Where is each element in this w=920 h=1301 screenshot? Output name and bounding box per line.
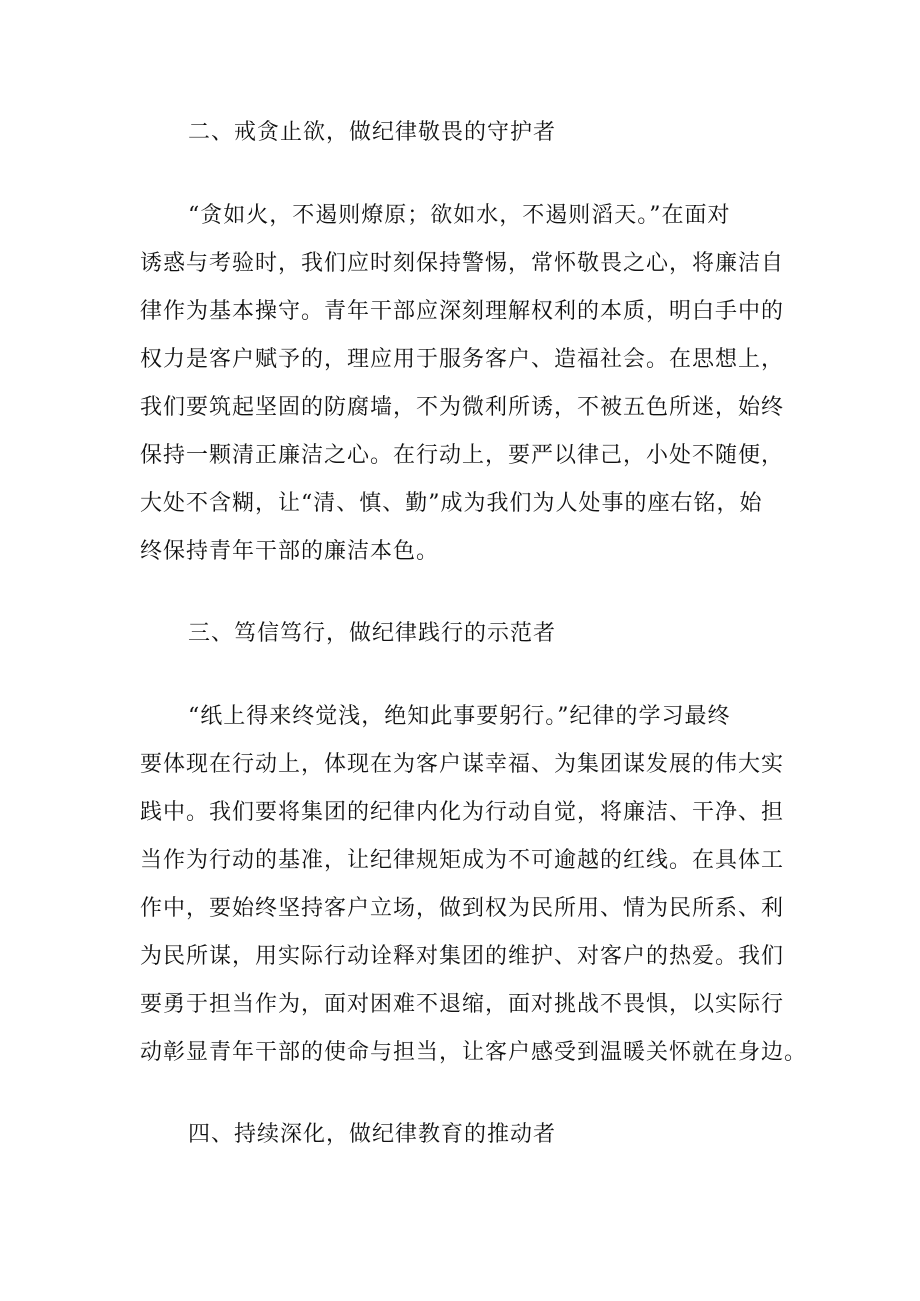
- paragraph-line: 权力是客户赋予的，理应用于服务客户、造福社会。在思想上，: [140, 347, 785, 372]
- section-paragraph-2: [140, 192, 790, 576]
- paragraph-line: 保持一颗清正廉洁之心。在行动上，要严以律己，小处不随便，: [140, 443, 785, 468]
- paragraph-line: 要勇于担当作为，面对困难不退缩，面对挑战不畏惧，以实际行: [140, 992, 785, 1017]
- section-heading-3: 三、笃信笃行，做纪律践行的示范者: [188, 621, 557, 646]
- paragraph-line: 我们要筑起坚固的防腐墙，不为微利所诱，不被五色所迷，始终: [140, 395, 785, 420]
- paragraph-line: “贪如火，不遏则燎原；欲如水，不遏则滔天。”在面对: [188, 203, 731, 228]
- section-heading-2: 二、戒贪止欲，做纪律敬畏的守护者: [188, 120, 557, 145]
- paragraph-line: “纸上得来终觉浅，绝知此事要躬行。”纪律的学习最终: [188, 704, 731, 729]
- paragraph-line: 践中。我们要将集团的纪律内化为行动自觉，将廉洁、干净、担: [140, 800, 785, 825]
- section-paragraph-3: [140, 693, 808, 1077]
- paragraph-line: 作中，要始终坚持客户立场，做到权为民所用、情为民所系、利: [140, 896, 785, 921]
- paragraph-line: 为民所谋，用实际行动诠释对集团的维护、对客户的热爱。我们: [140, 944, 785, 969]
- paragraph-line: 要体现在行动上，体现在为客户谋幸福、为集团谋发展的伟大实: [140, 752, 785, 777]
- paragraph-line: 动彰显青年干部的使命与担当，让客户感受到温暖关怀就在身边。: [140, 1040, 808, 1065]
- paragraph-line: 诱惑与考验时，我们应时刻保持警惕，常怀敬畏之心，将廉洁自: [140, 251, 785, 276]
- paragraph-line: 律作为基本操守。青年干部应深刻理解权利的本质，明白手中的: [140, 299, 785, 324]
- paragraph-line: 当作为行动的基准，让纪律规矩成为不可逾越的红线。在具体工: [140, 848, 785, 873]
- paragraph-line: 大处不含糊，让“清、慎、勤”成为我们为人处事的座右铭，始: [140, 491, 763, 516]
- paragraph-line: 终保持青年干部的廉洁本色。: [140, 539, 440, 564]
- section-heading-4: 四、持续深化，做纪律教育的推动者: [188, 1122, 557, 1147]
